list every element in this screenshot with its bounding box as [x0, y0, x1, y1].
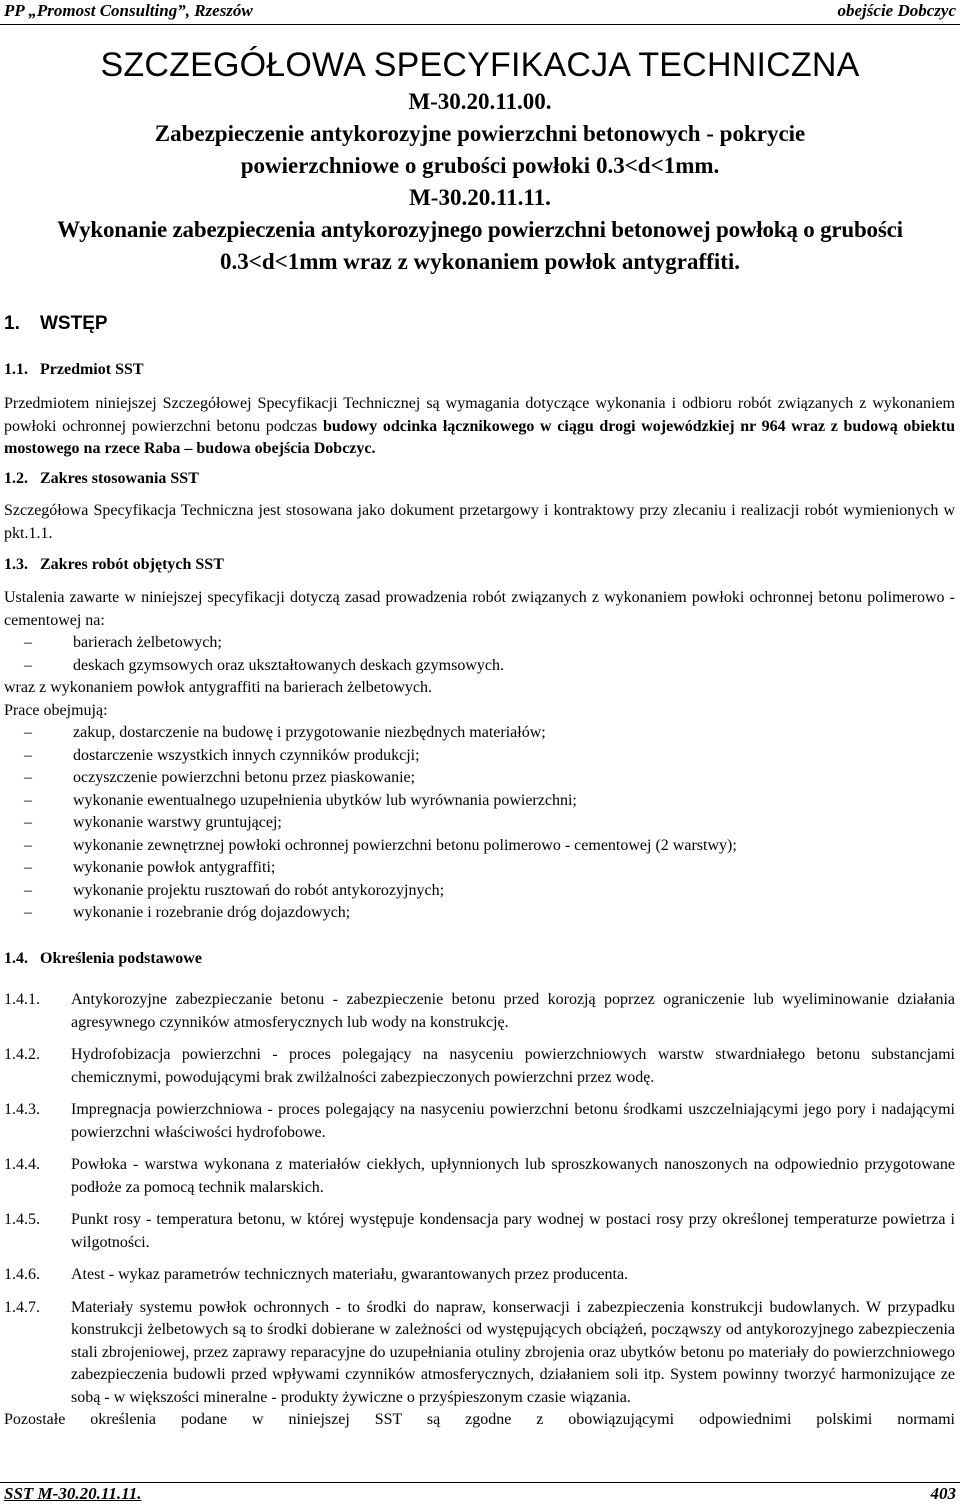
spec-code-2: M-30.20.11.11.: [409, 185, 551, 210]
definition-text: Powłoka - warstwa wykonana z materiałów ciekłych, upłynnionych lub sproszkowanych nanoszonych na odpowiednio przygotowane podłoże za pomocą technik malarskich.: [71, 1156, 955, 1196]
definition-text: Impregnacja powierzchniowa - proces polegający na nasyceniu powierzchni betonu środkami uszczelniającymi jego pory i nadającymi powierzchni właściwości hydrofobowe.: [71, 1101, 955, 1141]
paragraph-text: Przedmiotem niniejszej Szczegółowej Specyfikacji Technicznej są wymagania dotyczące wykonania i odbioru robót związanych z wykonaniem powłoki ochronnej powierzchni betonu podczas: [4, 395, 955, 435]
header-rule: [0, 24, 960, 25]
spec-desc-1a: Zabezpieczenie antykorozyjne powierzchni betonowych - pokrycie: [154, 121, 806, 146]
definition-number: 1.4.4.: [4, 1156, 40, 1173]
spec-desc-2a: Wykonanie zabezpieczenia antykorozyjnego powierzchni betonowej powłoką o grubości: [57, 217, 903, 242]
section-number: 1.2.: [4, 470, 28, 487]
list-item: – wykonanie powłok antygraffiti;: [4, 857, 955, 880]
title-block: [0, 44, 960, 278]
definition-text: Punkt rosy - temperatura betonu, w której występuje kondensacja pary wodnej w postaci rosy przy określonej temperaturze powietrza i wilgotności.: [71, 1211, 955, 1251]
section-1-1-paragraph: [4, 393, 955, 461]
definition-number: 1.4.6.: [4, 1266, 40, 1283]
definition-item: [4, 989, 955, 1034]
spec-code-1: M-30.20.11.00.: [408, 89, 552, 114]
definition-number: 1.4.7.: [4, 1298, 40, 1316]
paragraph: wraz z wykonaniem powłok antygraffiti na barierach żelbetowych.: [4, 679, 432, 696]
list-item: – zakup, dostarczenie na budowę i przygotowanie niezbędnych materiałów;: [4, 722, 955, 745]
section-number: 1.3.: [4, 556, 28, 573]
section-1-2-paragraph: Szczegółowa Specyfikacja Techniczna jest stosowana jako dokument przetargowy i kontraktowy przy zlecaniu i realizacji robót wymienionych w pkt.1.1.: [4, 502, 955, 542]
paragraph: Ustalenia zawarte w niniejszej specyfikacji dotyczą zasad prowadzenia robót związanych z wykonaniem powłoki ochronnej betonu polimerowo - cementowej na:: [4, 589, 955, 629]
definition-item: [4, 1044, 955, 1089]
footer-rule: [0, 1482, 960, 1483]
definition-text: Antykorozyjne zabezpieczanie betonu - zabezpieczenie betonu przed korozją poprzez ograniczenie lub wyeliminowanie działania agresywnego czynników atmosferycznych lub wody na konstrukcję.: [71, 991, 955, 1031]
definitions-list: [4, 989, 955, 1432]
section-number: 1.: [4, 313, 20, 334]
definition-text: Atest - wykaz parametrów technicznych materiału, gwarantowanych przez producenta.: [71, 1266, 629, 1283]
definition-number: 1.4.5.: [4, 1211, 40, 1228]
section-title: Zakres robót objętych SST: [40, 556, 224, 573]
list-item: – deskach gzymsowych oraz ukształtowanych deskach gzymsowych.: [4, 655, 955, 678]
list-item: – barierach żelbetowych;: [4, 632, 955, 655]
header-company: PP „Promost Consulting”, Rzeszów: [4, 1, 253, 20]
definition-item: [4, 1209, 955, 1254]
paragraph: Prace obejmują:: [4, 701, 108, 719]
section-1-4-heading: [4, 950, 955, 968]
definition-number: 1.4.2.: [4, 1046, 40, 1063]
section-title: Określenia podstawowe: [40, 950, 202, 967]
section-title: Zakres stosowania SST: [40, 470, 199, 487]
list-item: – wykonanie i rozebranie dróg dojazdowych;: [4, 902, 955, 925]
definition-item: [4, 1297, 955, 1410]
section-1-heading: [4, 313, 955, 335]
definition-item: [4, 1264, 955, 1287]
definition-text: Materiały systemu powłok ochronnych - to środki do napraw, konserwacji i zabezpieczenia konstrukcji budowlanych. W przypadku konstrukcji żelbetowych są to środki dobierane w zależności od występujących obciążeń, począwszy od antykorozyjnego zabezpieczenia stali zbrojeniowej, przez zaprawy reparacyjne do uzupełniania otuliny zbrojenia oraz ubytków betonu po materiały do powierzchniowego zabezpieczenia budowli przed wpływami czynników atmosferycznych, działaniem soli itp. System powinny tworzyć harmonizujące ze sobą - w większości mineralne - produkty żywiczne o przyśpieszonym czasie wiązania.: [71, 1298, 955, 1406]
definition-number: 1.4.1.: [4, 991, 40, 1008]
header-project: obejście Dobczyc: [837, 1, 956, 20]
definition-item: [4, 1099, 955, 1144]
footer-spec-code: SST M-30.20.11.11.: [4, 1484, 142, 1503]
list-item: – wykonanie zewnętrznej powłoki ochronnej powierzchni betonu polimerowo - cementowej (2 warstwy);: [4, 835, 955, 858]
spec-desc-2b: 0.3<d<1mm wraz z wykonaniem powłok antygraffiti.: [219, 249, 741, 274]
page-number: 403: [930, 1484, 956, 1503]
list-item: – wykonanie projektu rusztowań do robót antykorozyjnych;: [4, 880, 955, 903]
definition-text: Hydrofobizacja powierzchni - proces polegający na nasyceniu powierzchniowych warstw stwardniałego betonu substancjami chemicznymi, powodującymi brak zwilżalności zabezpieczonych powierzchni przez wodę.: [71, 1046, 955, 1086]
spec-desc-1b: powierzchniowe o grubości powłoki 0.3<d<1mm.: [240, 153, 720, 178]
section-1-2-heading: [4, 470, 955, 488]
list-item: – dostarczenie wszystkich innych czynników produkcji;: [4, 745, 955, 768]
section-number: 1.4.: [4, 950, 28, 967]
section-title: WSTĘP: [40, 313, 108, 334]
list-item: – oczyszczenie powierzchni betonu przez piaskowanie;: [4, 767, 955, 790]
section-title: Przedmiot SST: [40, 361, 144, 378]
list-item: – wykonanie warstwy gruntującej;: [4, 812, 955, 835]
definition-item: [4, 1154, 955, 1199]
section-number: 1.1.: [4, 361, 28, 378]
definition-number: 1.4.3.: [4, 1101, 40, 1118]
document-title: SZCZEGÓŁOWA SPECYFIKACJA TECHNICZNA: [100, 46, 860, 84]
surface-list: [4, 632, 955, 677]
section-1-3-body: [4, 587, 955, 925]
paragraph-bold-text: budowy odcinka łącznikowego w ciągu drogi wojewódzkiej nr 964 wraz z budową obiektu mostowego na rzece Raba – budowa obejścia Dobczyc.: [4, 417, 955, 457]
works-list: [4, 722, 955, 925]
list-item: – wykonanie ewentualnego uzupełnienia ubytków lub wyrównania powierzchni;: [4, 790, 955, 813]
section-1-3-heading: [4, 556, 955, 574]
closing-paragraph: Pozostałe określenia podane w niniejszej SST są zgodne z obowiązującymi odpowiednimi polskimi normami: [4, 1411, 955, 1428]
section-1-1-heading: [4, 361, 955, 379]
